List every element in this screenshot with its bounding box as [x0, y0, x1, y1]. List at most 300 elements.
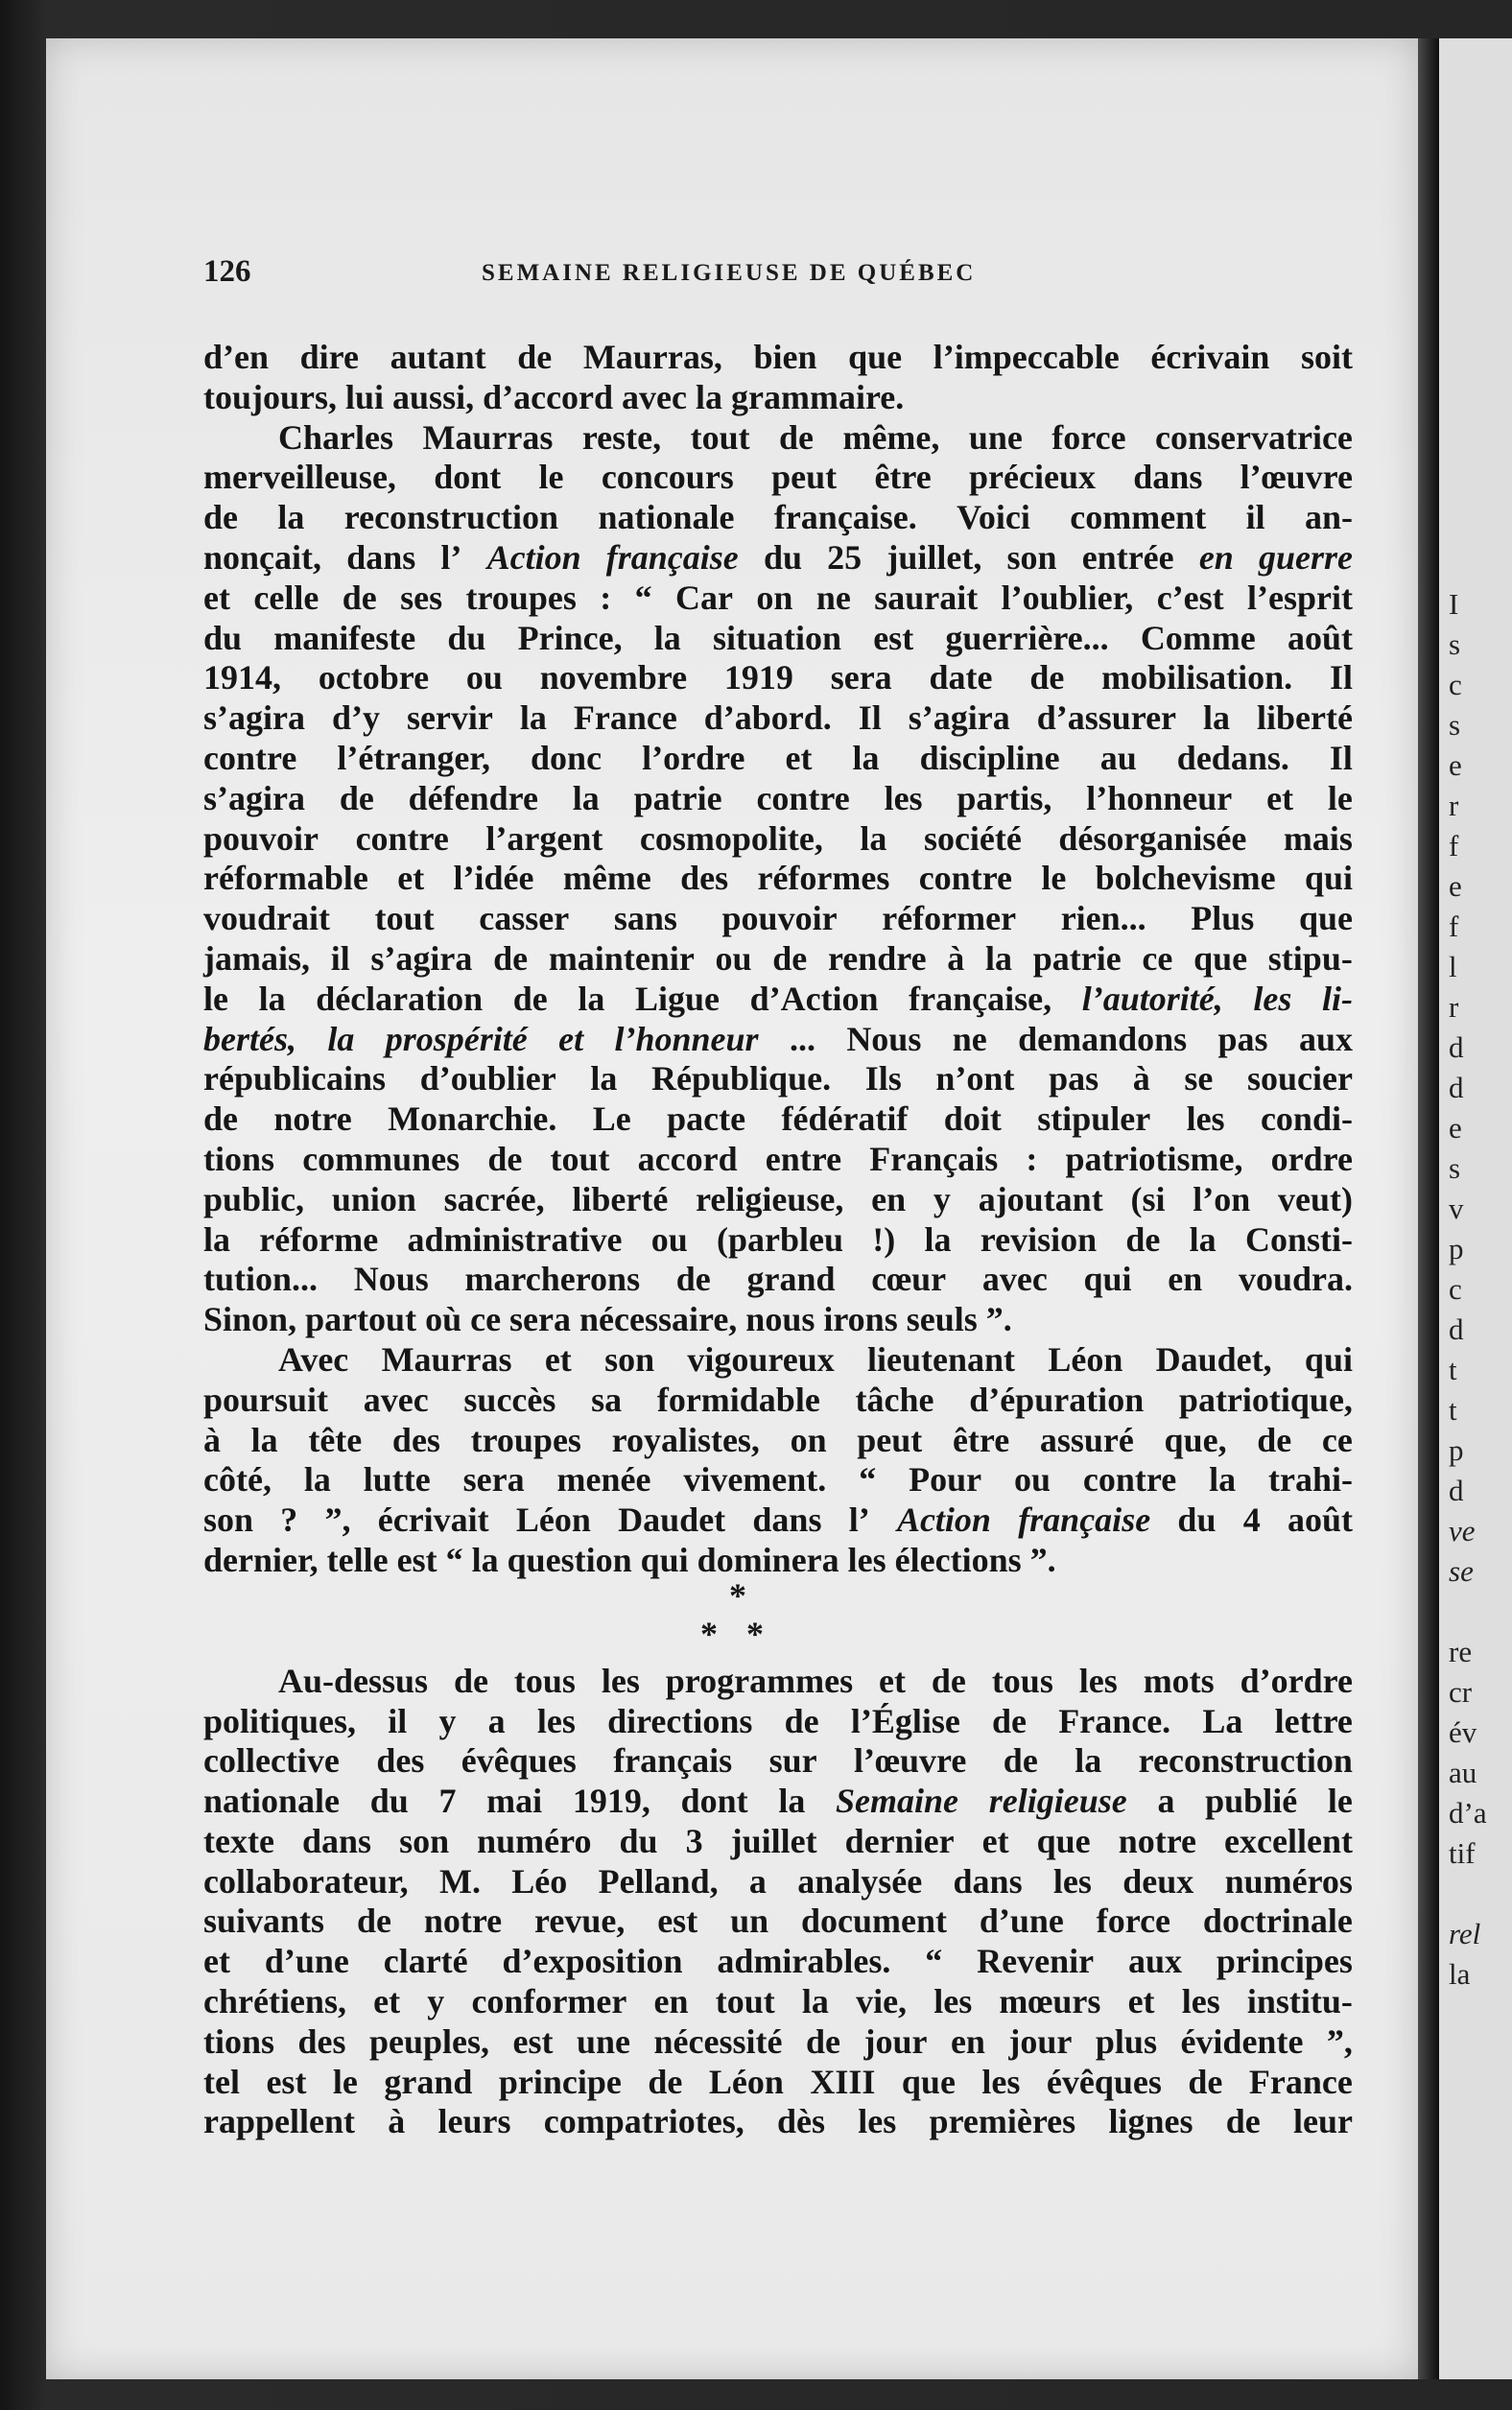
word: le	[1327, 778, 1353, 817]
italic-word: et	[558, 1019, 584, 1058]
word: la	[801, 1982, 829, 2021]
word: de	[1003, 1741, 1038, 1781]
word: tout	[715, 1982, 775, 2021]
word: tions	[203, 1139, 275, 1178]
word: tions	[203, 2021, 275, 2061]
text-line	[203, 1140, 1353, 1180]
word: ce	[1321, 1420, 1353, 1459]
text-segment: Sinon, partout où ce sera nécessaire, nous irons seuls ”.	[203, 1300, 1012, 1339]
word: n’ont	[935, 1059, 1015, 1099]
word: institu-	[1246, 1982, 1353, 2021]
word: ...	[789, 1019, 815, 1058]
text-line	[203, 1741, 1353, 1782]
facing-page-fragment: t	[1449, 1353, 1457, 1386]
word: reste,	[581, 417, 662, 457]
word: y	[933, 1179, 951, 1218]
word: la	[303, 1460, 331, 1500]
facing-page-fragment: d	[1449, 1474, 1464, 1507]
word: 25	[827, 537, 862, 577]
word: vivement.	[683, 1460, 827, 1500]
word: l’oublier,	[1001, 578, 1134, 617]
word: déclaration	[316, 979, 484, 1018]
word: la	[852, 738, 880, 777]
facing-page-edge	[1439, 38, 1512, 2379]
word: précieux	[969, 458, 1096, 497]
word: la	[778, 1782, 806, 1821]
text-line	[203, 658, 1353, 698]
word: les	[1181, 1982, 1220, 2021]
word: succès	[463, 1380, 556, 1419]
word: contre	[918, 859, 1012, 898]
word: XIII	[810, 2062, 876, 2101]
word: Charles	[278, 417, 393, 457]
word: le	[1041, 859, 1067, 898]
facing-page-fragment: c	[1449, 668, 1462, 701]
word: doctrinale	[1202, 1902, 1353, 1941]
facing-page-fragment: r	[1449, 789, 1459, 822]
facing-page-fragment: t	[1449, 1393, 1457, 1427]
page-number: 126	[203, 254, 251, 289]
word: de	[342, 578, 377, 617]
word: directions	[607, 1701, 753, 1740]
word: Il	[858, 698, 882, 738]
italic-word: en	[1198, 537, 1234, 577]
word: texte	[203, 1821, 274, 1860]
word: de	[772, 938, 808, 978]
word: en	[950, 2021, 985, 2061]
word: de	[1257, 1420, 1292, 1459]
word: a	[487, 1701, 506, 1740]
word: manifeste	[273, 618, 416, 657]
word: nonçait,	[203, 537, 322, 577]
word: de	[675, 1260, 711, 1299]
word: ce	[1142, 938, 1173, 978]
word: M.	[438, 1861, 481, 1901]
word: bolchevisme	[1095, 859, 1276, 898]
word: l’idée	[453, 859, 534, 898]
word: admirables.	[717, 1942, 891, 1981]
facing-page-fragment: e	[1449, 869, 1462, 903]
facing-page-fragment: se	[1449, 1554, 1474, 1588]
word: tution...	[203, 1260, 319, 1299]
word: autant	[390, 338, 486, 376]
word: collective	[203, 1741, 340, 1781]
word: ordre	[1270, 1139, 1353, 1178]
word: il	[330, 938, 350, 978]
body-text	[203, 338, 1353, 2142]
italic-word: Action	[896, 1500, 991, 1540]
word: sans	[613, 899, 677, 938]
word: Daudet,	[1155, 1339, 1272, 1379]
word: patrie	[1032, 938, 1122, 978]
word: Car	[675, 578, 733, 617]
word: analysée	[797, 1861, 923, 1901]
word: d’exposition	[502, 1942, 683, 1981]
word: réformer	[882, 899, 1017, 938]
italic-word: les	[1253, 979, 1292, 1018]
italic-word: française	[605, 537, 739, 577]
word: à	[1132, 1059, 1150, 1099]
word: pas	[1217, 1019, 1268, 1058]
word: bien	[753, 338, 817, 376]
word: l’	[440, 537, 462, 577]
word: de	[1029, 658, 1065, 697]
facing-page-fragment: d	[1449, 1312, 1464, 1346]
word: son	[203, 1500, 254, 1540]
word: et	[544, 1339, 572, 1379]
word: ajoutant	[978, 1179, 1103, 1218]
text-line	[203, 698, 1353, 739]
word: assuré	[1039, 1420, 1134, 1459]
word: écrivain	[1150, 338, 1270, 376]
facing-page-fragment: r	[1449, 990, 1459, 1024]
text-line	[203, 1782, 1353, 1822]
word: Au-dessus	[278, 1661, 429, 1700]
word: plus	[1095, 2021, 1157, 2061]
word: l’étranger,	[337, 738, 490, 777]
word: de	[779, 417, 815, 457]
text-line	[203, 1421, 1353, 1461]
word: suivants	[203, 1902, 325, 1941]
text-line	[203, 980, 1353, 1020]
word: les	[1186, 1099, 1225, 1139]
word: “	[859, 1460, 877, 1500]
text-line	[203, 1822, 1353, 1862]
word: le	[203, 979, 228, 1018]
word: Pelland,	[598, 1861, 719, 1901]
word: !)	[872, 1219, 896, 1259]
word: chrétiens,	[203, 1982, 346, 2021]
word: juillet,	[886, 537, 982, 577]
word: vigoureux	[687, 1339, 835, 1379]
word: poursuit	[203, 1380, 329, 1419]
word: numéro	[477, 1821, 592, 1860]
word: la	[590, 1059, 618, 1099]
word: date	[929, 658, 993, 697]
word: en	[653, 1982, 689, 2021]
word: contre	[1082, 1460, 1177, 1500]
word: mai	[486, 1782, 543, 1821]
word: reconstruction	[343, 498, 559, 537]
word: écrivait	[377, 1500, 489, 1540]
word: tout	[374, 899, 435, 938]
word: que	[848, 338, 903, 376]
word: juillet	[730, 1821, 817, 1860]
word: évêques	[461, 1741, 577, 1781]
text-line	[203, 2063, 1353, 2103]
word: peuples,	[369, 2021, 490, 2061]
word: l’Église	[850, 1701, 960, 1740]
word: contre	[355, 818, 449, 858]
word: 1919	[723, 658, 793, 697]
word: du	[369, 1782, 409, 1821]
word: la	[250, 1420, 278, 1459]
word: patrie	[633, 778, 722, 817]
word: être	[952, 1420, 1010, 1459]
word: à	[388, 2102, 406, 2141]
word: dès	[777, 2102, 826, 2141]
word: contre	[756, 778, 850, 817]
word: situation	[712, 618, 842, 657]
word: il	[1245, 498, 1265, 537]
word: la	[1203, 698, 1231, 738]
italic-word: guerre	[1258, 537, 1353, 577]
text-line	[203, 338, 1353, 378]
word: et	[203, 578, 230, 617]
text-line	[203, 1099, 1353, 1140]
word: de	[1225, 2102, 1261, 2141]
word: liberté	[572, 1179, 669, 1218]
word: administrative	[407, 1219, 623, 1259]
word: à	[203, 1420, 221, 1459]
word: de	[517, 338, 553, 376]
word: nécessité	[653, 2021, 783, 2061]
word: Voici	[957, 498, 1030, 537]
word: 1919,	[572, 1782, 650, 1821]
word: évêques	[1046, 2062, 1162, 2101]
word: maintenir	[548, 938, 695, 978]
word: qui	[1304, 1339, 1353, 1379]
word: même	[562, 859, 651, 898]
word: entrée	[1081, 537, 1174, 577]
word: revue,	[534, 1902, 626, 1941]
word: lutte	[363, 1460, 431, 1500]
word: rappellent	[203, 2102, 355, 2141]
word: patriotique,	[1178, 1380, 1353, 1419]
word: une	[968, 417, 1023, 457]
word: ou	[465, 658, 503, 697]
word: de	[931, 1661, 966, 1700]
word: tel	[203, 2062, 240, 2101]
word: ?	[280, 1500, 298, 1540]
word: son	[604, 1339, 655, 1379]
word: des	[376, 1741, 425, 1781]
text-line	[203, 859, 1353, 899]
word: que	[901, 2062, 956, 2101]
word: les	[933, 1982, 973, 2021]
word: de	[1125, 1219, 1161, 1259]
word: que,	[1164, 1420, 1227, 1459]
word: casser	[479, 899, 570, 938]
word: républicains	[203, 1059, 387, 1099]
word: et	[785, 738, 813, 777]
word: qui	[1304, 859, 1353, 898]
word: réforme	[259, 1219, 379, 1259]
word: c’est	[1156, 578, 1224, 617]
word: d’une	[979, 1902, 1064, 1941]
word: de	[203, 1099, 238, 1139]
word: condi-	[1260, 1099, 1353, 1139]
text-line	[203, 538, 1353, 579]
word: évidente	[1180, 2021, 1304, 2061]
word: que	[1036, 1821, 1091, 1860]
word: française.	[773, 498, 917, 537]
facing-page-fragment: d	[1449, 1071, 1464, 1104]
word: soit	[1300, 338, 1353, 376]
word: et	[879, 1661, 906, 1700]
text-line	[203, 1260, 1353, 1300]
word: la	[572, 778, 600, 817]
word: des	[391, 1420, 440, 1459]
word: an-	[1304, 498, 1353, 537]
facing-page-fragment: re	[1449, 1635, 1473, 1668]
word: et	[203, 1942, 230, 1981]
word: Léon	[1048, 1339, 1123, 1379]
word: Revenir	[977, 1942, 1095, 1981]
word: formidable	[656, 1380, 820, 1419]
word: la	[1209, 1460, 1237, 1500]
word: document	[800, 1902, 947, 1941]
word: excellent	[1224, 1821, 1353, 1860]
facing-page-fragment: f	[1449, 829, 1459, 862]
word: un	[730, 1902, 769, 1941]
word: de	[493, 938, 529, 978]
word: l’honneur	[1086, 778, 1233, 817]
word: rien...	[1060, 899, 1146, 938]
word: que	[1193, 938, 1248, 978]
word: sera	[462, 1460, 525, 1500]
facing-page-fragment: év	[1449, 1715, 1477, 1749]
text-line	[203, 1340, 1353, 1381]
word: être	[874, 458, 932, 497]
word: novembre	[539, 658, 688, 697]
word: son	[1006, 537, 1057, 577]
word: pouvoir	[721, 899, 838, 938]
word: se	[1184, 1059, 1214, 1099]
text-line	[203, 1220, 1353, 1261]
word: demandons	[1018, 1019, 1188, 1058]
word: en	[1168, 1260, 1203, 1299]
word: du	[763, 537, 802, 577]
word: mobilisation.	[1101, 658, 1293, 697]
facing-page-fragment: s	[1449, 627, 1461, 661]
word: la	[985, 938, 1013, 978]
text-line	[203, 1862, 1353, 1902]
word: désorganisée	[1058, 818, 1247, 858]
word: s’agira	[203, 698, 305, 738]
facing-page-fragment: v	[1449, 1192, 1464, 1225]
word: dont	[434, 458, 502, 497]
word: Maurras	[422, 417, 554, 457]
word: Le	[592, 1099, 631, 1139]
facing-page-fragment: s	[1449, 1151, 1461, 1185]
word: contre	[203, 738, 297, 777]
italic-word: l’honneur	[614, 1019, 759, 1058]
text-line	[203, 378, 1353, 418]
word: la	[277, 498, 305, 537]
word: Pour	[909, 1460, 982, 1500]
word: la	[924, 1219, 952, 1259]
word: est	[512, 2021, 554, 2061]
word: au	[1099, 738, 1137, 777]
text-line	[203, 1541, 1353, 1581]
word: tête	[308, 1420, 363, 1459]
word: la	[258, 979, 286, 1018]
facing-page-fragment: I	[1449, 587, 1459, 621]
word: deux	[1122, 1861, 1194, 1901]
word: numéros	[1224, 1861, 1353, 1901]
word: d’abord.	[703, 698, 832, 738]
text-line	[203, 1460, 1353, 1500]
word: est	[873, 618, 914, 657]
word: dedans.	[1176, 738, 1289, 777]
word: s’agira	[370, 938, 473, 978]
word: le	[1327, 1782, 1353, 1821]
text-line	[203, 1942, 1353, 1982]
word: que	[1298, 899, 1353, 938]
word: dans	[346, 537, 416, 577]
word: les	[1052, 1861, 1092, 1901]
word: il	[388, 1701, 408, 1740]
text-line	[203, 1381, 1353, 1421]
facing-page-fragment: rel	[1449, 1917, 1481, 1950]
word: l’on	[1193, 1179, 1251, 1218]
word: les	[981, 2062, 1021, 2101]
word: de	[992, 1701, 1028, 1740]
word: Il	[1329, 738, 1353, 777]
word: août	[1287, 618, 1353, 657]
word: rendre	[827, 938, 927, 978]
facing-page-fragment: e	[1449, 1111, 1462, 1145]
italic-word: bertés,	[203, 1019, 296, 1058]
word: leurs	[437, 2102, 511, 2141]
word: nationale	[598, 498, 735, 537]
word: avec	[363, 1380, 429, 1419]
word: de	[339, 778, 374, 817]
word: et	[1127, 1982, 1155, 2021]
word: force	[1051, 417, 1126, 457]
word: royalistes,	[611, 1420, 760, 1459]
word: tous	[513, 1661, 576, 1700]
word: 1914,	[203, 658, 281, 697]
word: lettre	[1274, 1701, 1353, 1740]
word: dernier	[844, 1821, 955, 1860]
word: Maurras	[381, 1339, 512, 1379]
word: en	[871, 1179, 907, 1218]
word: français	[613, 1741, 733, 1781]
word: stipuler	[1037, 1099, 1151, 1139]
word: leur	[1292, 2102, 1353, 2141]
word: de	[784, 1701, 819, 1740]
word: France	[1248, 2062, 1353, 2101]
word: des	[297, 2021, 346, 2061]
word: mais	[1283, 818, 1353, 858]
word: de	[512, 979, 548, 1018]
word: Français	[869, 1139, 999, 1178]
facing-page-fragment: p	[1449, 1433, 1464, 1467]
word: patriotisme,	[1065, 1139, 1243, 1178]
word: la	[578, 979, 605, 1018]
facing-page-fragment: e	[1449, 748, 1462, 782]
word: ou	[715, 938, 752, 978]
word: :	[600, 578, 612, 617]
text-line	[203, 418, 1353, 459]
word: dans	[1133, 458, 1203, 497]
word: reconstruction	[1138, 1741, 1353, 1781]
word: de	[648, 2062, 683, 2101]
word: principe	[498, 2062, 622, 2101]
word: la	[860, 818, 887, 858]
word: ses	[400, 578, 443, 617]
word: lignes	[1108, 2102, 1193, 2141]
word: on	[790, 1420, 827, 1459]
word: sa	[591, 1380, 623, 1419]
word: Nous	[846, 1019, 922, 1058]
word: et	[981, 1821, 1009, 1860]
word: notre	[423, 1902, 503, 1941]
word: d’oublier	[419, 1059, 556, 1099]
italic-word: prospérité	[385, 1019, 528, 1058]
